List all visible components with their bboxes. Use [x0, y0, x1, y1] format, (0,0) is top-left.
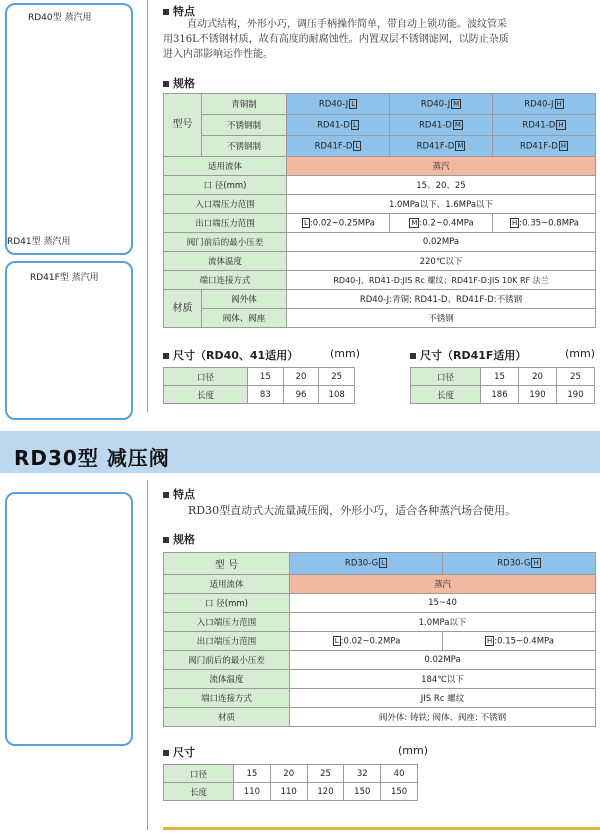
row-value: 不锈钢: [287, 309, 596, 328]
row-value: 阀外体: 铸铁; 阀体、阀座: 不锈钢: [290, 708, 596, 727]
dim-cell: 20: [283, 368, 319, 386]
row-value: RD40-J、RD41-D:JIS Rc 螺纹；RD41F-D:JIS 10K RF 法兰: [287, 271, 596, 290]
row-label: 端口连接方式: [164, 271, 287, 290]
rd41-caption: RD41型 蒸汽用: [7, 237, 71, 247]
rd30-dim-table: [163, 764, 418, 801]
model-cell: RD30-G L: [290, 553, 443, 575]
dim-cell: 15: [248, 368, 284, 386]
row-value: 0.02MPa: [290, 651, 596, 670]
row-label: 适用流体: [164, 157, 287, 176]
row-label: 口 径(mm): [164, 594, 290, 613]
dim-cell: 120: [307, 783, 344, 801]
rd41f-photo: [5, 261, 133, 420]
dim-cell: 40: [381, 765, 418, 783]
rd40-caption: RD40型 蒸汽用: [28, 13, 92, 23]
row-value: 184℃以下: [290, 670, 596, 689]
row-label: 阀门前后的最小压差: [164, 651, 290, 670]
row-value: 蒸汽: [287, 157, 596, 176]
dim-label: 口径: [164, 765, 234, 783]
range-cell: H :0.35~0.8MPa: [493, 214, 596, 233]
rd30-features-heading: 特点: [163, 486, 195, 502]
row-label: 流体温度: [164, 252, 287, 271]
row-label: 流体温度: [164, 670, 290, 689]
material-stainless: 不锈钢制: [202, 136, 287, 157]
row-value: 15~40: [290, 594, 596, 613]
row-value: 0.02MPa: [287, 233, 596, 252]
row-label: 端口连接方式: [164, 689, 290, 708]
dim-cell: 83: [248, 386, 284, 404]
dim-left-unit: (mm): [330, 347, 361, 360]
dim-cell: 190: [557, 386, 595, 404]
dim-cell: 25: [319, 368, 355, 386]
dim-cell: 15: [481, 368, 519, 386]
dim-right-unit: (mm): [565, 347, 596, 360]
row-label: 适用流体: [164, 575, 290, 594]
dim-cell: 96: [283, 386, 319, 404]
row-label: 阀门前后的最小压差: [164, 233, 287, 252]
material-label: 材质: [164, 290, 202, 328]
dim-label: 长度: [164, 386, 248, 404]
model-cell: RD41F-D H: [493, 136, 596, 157]
dim-left-heading: 尺寸（RD40、41适用）: [163, 347, 298, 363]
row-label: 阀体、阀座: [202, 309, 287, 328]
dim-cell: 186: [481, 386, 519, 404]
rd30-spec-table: [163, 552, 596, 727]
model-label: 型 号: [164, 553, 290, 575]
dim-cell: 150: [344, 783, 381, 801]
rd30-features-text: RD30型直动式大流量减压阀，外形小巧，适合各种蒸汽场合使用。: [188, 504, 517, 517]
spec-table: [163, 93, 596, 328]
dim-cell: 108: [319, 386, 355, 404]
dim-right-heading: 尺寸（RD41F适用）: [410, 347, 526, 363]
dim-cell: 110: [270, 783, 307, 801]
row-label: 出口端压力范围: [164, 632, 290, 651]
dim-cell: 190: [519, 386, 557, 404]
rd30-photo: [5, 492, 133, 746]
model-cell: RD41-D L: [287, 115, 390, 136]
row-label: 入口端压力范围: [164, 195, 287, 214]
row-label: 口 径(mm): [164, 176, 287, 195]
row-value: JIS Rc 螺纹: [290, 689, 596, 708]
model-cell: RD41F-D M: [390, 136, 493, 157]
row-value: 1.0MPa以下: [290, 613, 596, 632]
divider-bottom: [147, 480, 148, 830]
model-cell: RD41-D M: [390, 115, 493, 136]
rd30-spec-heading: 规格: [163, 531, 195, 547]
dim-cell: 20: [270, 765, 307, 783]
rd30-dim-unit: (mm): [398, 744, 429, 757]
dim-right-table: [410, 367, 595, 404]
dim-cell: 32: [344, 765, 381, 783]
features-text: 直动式结构，外形小巧，调压手柄操作简单，带自动上锁功能。波纹管采 用316L不锈钢材质，故有高度的耐腐蚀性。内置双层不锈钢滤网，以防止杂质 进入内部影响运作性能。: [163, 19, 509, 60]
row-value: 1.0MPa以下、1.6MPa以下: [287, 195, 596, 214]
dim-cell: 20: [519, 368, 557, 386]
rd41f-caption: RD41F型 蒸汽用: [30, 273, 99, 283]
row-value: 蒸汽: [290, 575, 596, 594]
dim-label: 口径: [164, 368, 248, 386]
section-title: RD30型 减压阀: [14, 446, 170, 470]
divider-top: [147, 0, 148, 412]
footer-rule: [163, 827, 600, 830]
material-bronze: 青铜制: [202, 94, 287, 115]
row-label: 材质: [164, 708, 290, 727]
model-cell: RD41F-D L: [287, 136, 390, 157]
model-cell: RD40-J H: [493, 94, 596, 115]
material-stainless: 不锈钢制: [202, 115, 287, 136]
model-label: 型号: [164, 94, 202, 157]
dim-cell: 25: [557, 368, 595, 386]
row-label: 阀外体: [202, 290, 287, 309]
dim-label: 口径: [411, 368, 481, 386]
dim-label: 长度: [411, 386, 481, 404]
row-value: 15、20、25: [287, 176, 596, 195]
dim-left-table: [163, 367, 355, 404]
spec-heading: 规格: [163, 75, 195, 91]
dim-cell: 25: [307, 765, 344, 783]
model-cell: RD40-J M: [390, 94, 493, 115]
range-cell: L :0.02~0.25MPa: [287, 214, 390, 233]
dim-label: 长度: [164, 783, 234, 801]
rd30-dim-heading: 尺寸: [163, 744, 195, 760]
model-cell: RD41-D H: [493, 115, 596, 136]
row-label: 入口端压力范围: [164, 613, 290, 632]
dim-cell: 150: [381, 783, 418, 801]
dim-cell: 15: [234, 765, 271, 783]
range-cell: M :0.2~0.4MPa: [390, 214, 493, 233]
dim-cell: 110: [234, 783, 271, 801]
row-label: 出口端压力范围: [164, 214, 287, 233]
row-value: RD40-J:青铜; RD41-D、RD41F-D:不锈钢: [287, 290, 596, 309]
range-cell: H :0.15~0.4MPa: [443, 632, 596, 651]
model-cell: RD40-J L: [287, 94, 390, 115]
model-cell: RD30-G H: [443, 553, 596, 575]
features-heading: 特点: [163, 3, 195, 19]
rd40-photo: [5, 3, 133, 255]
range-cell: L :0.02~0.2MPa: [290, 632, 443, 651]
row-value: 220℃以下: [287, 252, 596, 271]
